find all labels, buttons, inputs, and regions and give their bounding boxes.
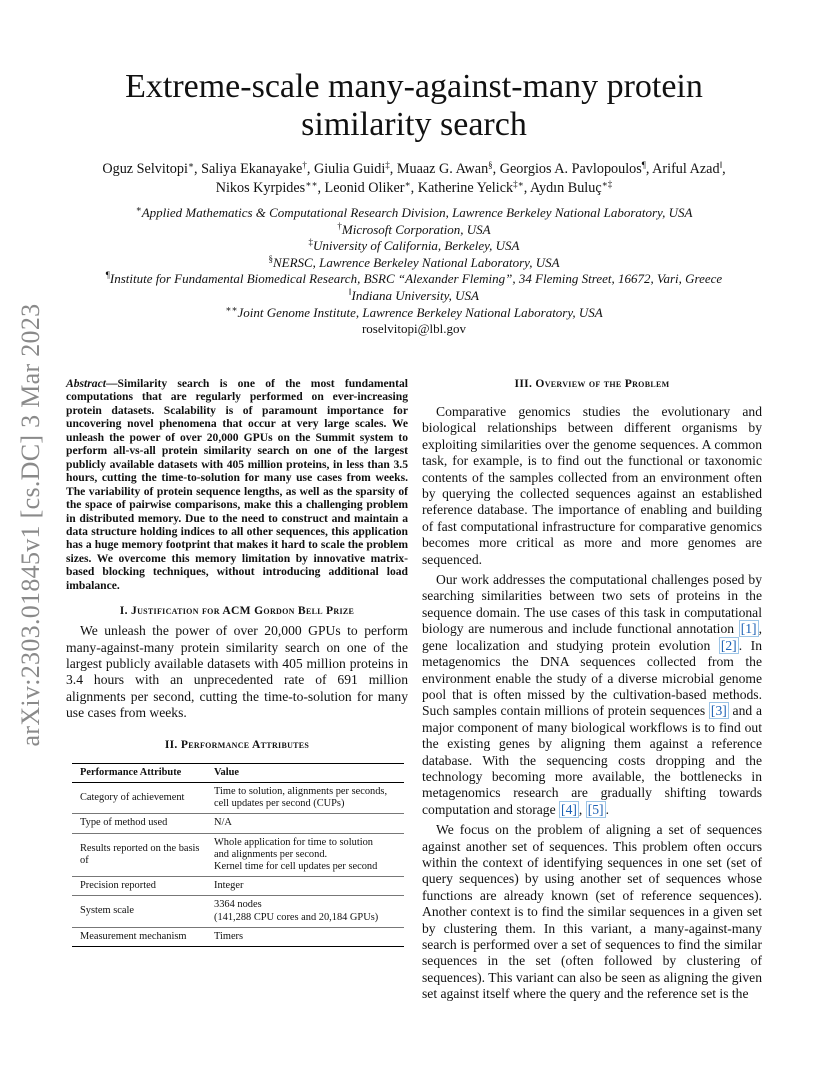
table-row — [72, 896, 404, 927]
citation-link[interactable]: [5] — [587, 801, 604, 817]
table-cell-attribute: Precision reported — [72, 877, 206, 896]
section-heading-justification: I. Justification for ACM Gordon Bell Prize — [119, 604, 355, 618]
author: Katherine Yelick‡∗, — [417, 179, 531, 196]
author: Aydın Buluç∗‡ — [530, 179, 613, 196]
affiliation-list — [60, 205, 768, 338]
table-cell-attribute: System scale — [72, 896, 206, 927]
table-row — [72, 782, 404, 813]
arxiv-identifier-text: arXiv:2303.01845v1 [cs.DC] 3 Mar 2023 — [16, 303, 45, 747]
author: Saliya Ekanayake†, — [201, 160, 314, 177]
author-list — [60, 160, 768, 198]
table-header-row — [72, 763, 404, 782]
author: Oguz Selvitopi∗, — [102, 160, 202, 177]
left-column — [66, 375, 408, 947]
right-column — [422, 375, 762, 1003]
author: Muaaz G. Awan§, — [396, 160, 500, 177]
table-cell-value: 3364 nodes (141,288 CPU cores and 20,184 GPUs) — [206, 896, 404, 927]
section-heading-performance: II. Performance Attributes — [164, 737, 310, 751]
table-cell-attribute: Results reported on the basis of — [72, 833, 206, 877]
table-cell-value: Timers — [206, 927, 404, 946]
author: Nikos Kyrpides∗∗, — [215, 179, 325, 196]
citation-link[interactable]: [4] — [561, 801, 577, 817]
table-cell-attribute: Type of method used — [72, 814, 206, 833]
author: Ariful Azad‖, — [652, 160, 726, 177]
affiliation: ¶Institute for Fundamental Biomedical Research, BSRC “Alexander Fleming”, 34 Fleming Street, 16672, Vari, Greece — [105, 270, 723, 287]
table-cell-value: Whole application for time to solution and alignments per second. Kernel time for cell updates per second — [206, 833, 404, 877]
table-row — [72, 814, 404, 833]
overview-paragraph-2: Our work addresses the computational challenges posed by searching similarities between two sets of proteins in the sequence domain. The use cases of this task in computational biology are numerous and include functional annotation [1] , gene localization and studying protein evolution [2] . In metagenomics the DNA sequences collected from the environment enable the study of a diverse microbial genome pool that is often missed by the cultivation-based methods. Such samples contain millions of protein sequences [3] and a major component of many biological workflows is to find out the existing genes by aligning them against a reference database. With the sequencing costs dropping and the technology becoming more available, the bottlenecks in metagenomics research are gradually shifting towards computation and storage [4] , [5] . — [422, 572, 762, 817]
table-row — [72, 877, 404, 896]
table-row — [72, 927, 404, 946]
paper-title: Extreme-scale many-against-many protein similarity search — [125, 68, 703, 143]
contact-email: roselvitopi@lbl.gov — [361, 321, 467, 337]
abstract — [66, 377, 408, 592]
overview-paragraph-1: Comparative genomics studies the evolutionary and biological relationships between different organisms by exploiting similarities over the genome sequences. A common task, for example, is to find out the functional or taxonomic contents of the samples collected from an environment often by querying the collected sequences against an established reference database. The importance of enabling and building of fast computational infrastructure for comparative genomics becomes more critical as more and more genomes are sequenced. — [422, 404, 762, 567]
author: Giulia Guidi‡, — [313, 160, 397, 177]
table-header-attribute: Performance Attribute — [72, 763, 206, 782]
performance-table — [72, 763, 404, 947]
abstract-label: Abstract — [66, 377, 106, 390]
table-cell-value: Time to solution, alignments per seconds, cell updates per second (CUPs) — [206, 782, 404, 813]
section-heading-overview: III. Overview of the Problem — [514, 377, 670, 390]
abstract-text: —Similarity search is one of the most fundamental computations that are regularly performed on ever-increasing protein datasets. Scalability is of paramount importance for uncovering novel phenomena that occur at very large scales. We unleash the power of over 20,000 GPUs on the Summit system to perform all-vs-all protein similarity search on one of the largest publicly available datasets with 405 million proteins, in less than 3.5 hours, cutting the time-to-solution for many use cases from weeks. The variability of protein sequence lengths, as well as the sparsity of the space of pairwise comparisons, make this a challenging problem in distributed memory. Due to the need to construct and maintain a data structure holding indices to all other sequences, this application has a huge memory footprint that makes it hard to scale the problem sizes. We overcome this memory limitation by innovative matrix-based blocking techniques, without introducing additional load imbalance. — [66, 377, 408, 592]
overview-paragraph-3: We focus on the problem of aligning a set of sequences against another set of sequences. This problem often occurs within the context of identifying sequences in one set (set of query sequences) by using another set of sequences whose functions are already known (set of reference sequences). Another context is to find the similar sequences in a given set by clustering them. In this variant, a many-against-many search is performed over a set of sequences to find the similar sequences in the set (often followed by clustering of sequences). This variant can also be seen as aligning the given set against itself where the query and the reference set is the — [422, 822, 762, 1002]
table-cell-value: Integer — [206, 877, 404, 896]
affiliation: †Microsoft Corporation, USA — [337, 220, 491, 237]
citation-link[interactable]: [1] — [740, 621, 757, 637]
table-cell-attribute: Category of achievement — [72, 782, 206, 813]
table-cell-attribute: Measurement mechanism — [72, 927, 206, 946]
table-cell-value: N/A — [206, 814, 404, 833]
table-row — [72, 833, 404, 877]
citation-link[interactable]: [3] — [710, 703, 727, 719]
affiliation: ‡University of California, Berkeley, USA — [308, 237, 520, 254]
arxiv-identifier — [8, 290, 54, 760]
affiliation: ∗Applied Mathematics & Computational Research Division, Lawrence Berkeley National Laboratory, USA — [135, 204, 693, 220]
affiliation: ‖Indiana University, USA — [349, 286, 479, 303]
table-header-value: Value — [206, 763, 404, 782]
citation-link[interactable]: [2] — [720, 637, 737, 653]
affiliation: ∗∗Joint Genome Institute, Lawrence Berkeley National Laboratory, USA — [225, 303, 603, 320]
author: Georgios A. Pavlopoulos¶, — [499, 160, 653, 177]
affiliation: §NERSC, Lawrence Berkeley National Laboratory, USA — [268, 253, 560, 270]
author: Leonid Oliker∗, — [324, 179, 418, 196]
justification-paragraph: We unleash the power of over 20,000 GPUs to perform many-against-many protein similarity search on one of the largest publicly available datasets with 405 million proteins in 3.4 hours with an unprecedented rate of 691 million alignments per second, cutting the time-to-solution for many use cases from weeks. — [66, 623, 408, 721]
